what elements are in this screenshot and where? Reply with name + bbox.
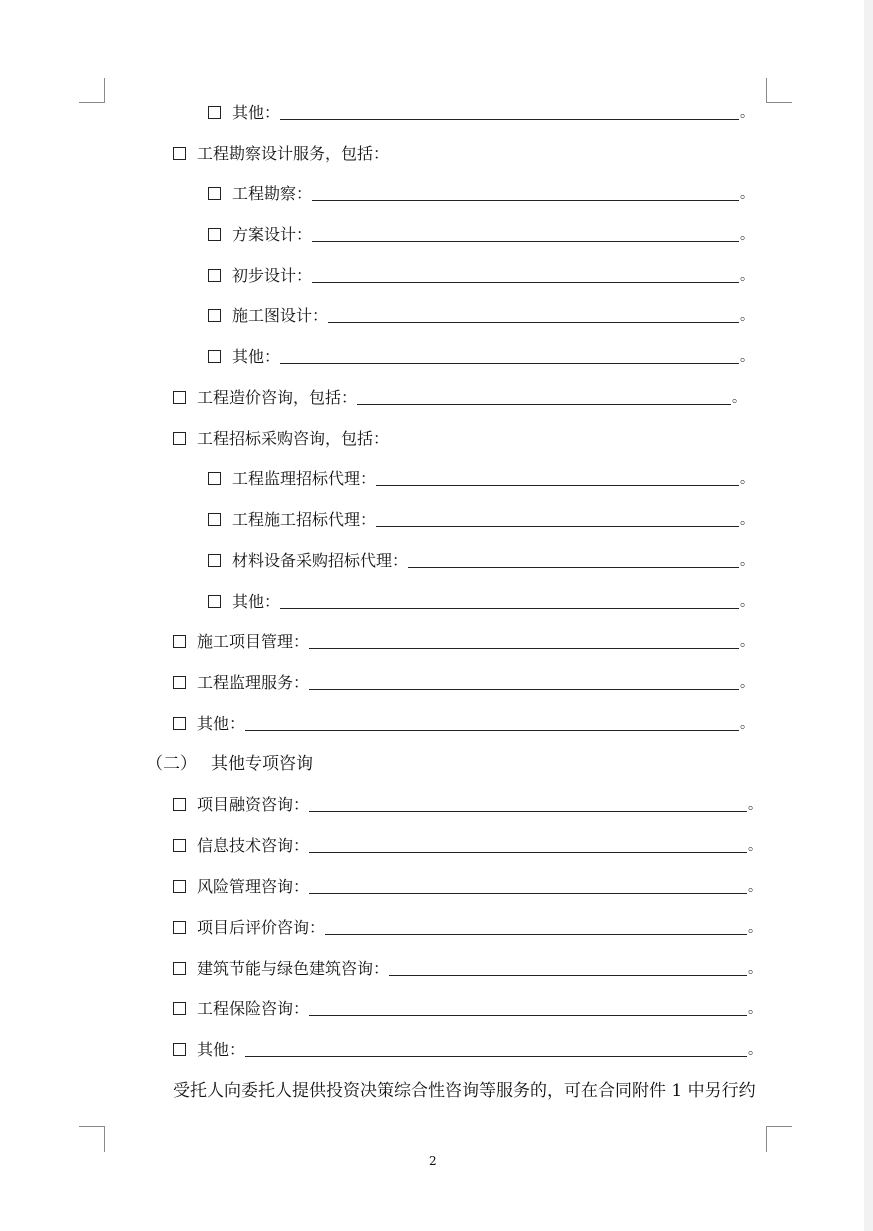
- item-label: 其他：: [232, 103, 281, 122]
- checkbox[interactable]: [208, 350, 221, 363]
- checkbox[interactable]: [173, 391, 186, 404]
- fill-in-blank[interactable]: [280, 362, 739, 364]
- item-label: 项目后评价咨询：: [197, 918, 326, 937]
- item-end-punctuation: 。: [748, 1042, 762, 1058]
- item-label: 建筑节能与绿色建筑咨询：: [197, 959, 390, 978]
- item-end-punctuation: 。: [740, 675, 754, 691]
- item-label: 其他：: [197, 1040, 246, 1059]
- item-end-punctuation: 。: [740, 349, 754, 365]
- checkbox[interactable]: [208, 269, 221, 282]
- item-label: 项目融资咨询：: [197, 795, 310, 814]
- fill-in-blank[interactable]: [309, 810, 747, 812]
- item-end-punctuation: 。: [740, 594, 754, 610]
- item-label: 施工项目管理：: [197, 632, 310, 651]
- checklist-item-risk-management: [173, 873, 762, 897]
- checklist-item-supervision-service: [173, 669, 754, 693]
- checkbox[interactable]: [173, 839, 186, 852]
- checklist-item-tender-procurement: [173, 425, 389, 449]
- item-end-punctuation: 。: [740, 105, 754, 121]
- crop-mark-top-right: [766, 78, 792, 103]
- checkbox[interactable]: [173, 717, 186, 730]
- item-label: 工程监理服务：: [197, 673, 310, 692]
- checklist-item-other-survey: [208, 343, 754, 367]
- item-label: 其他：: [197, 714, 246, 733]
- checklist-item-green-building: [173, 955, 762, 979]
- item-label: 材料设备采购招标代理：: [232, 551, 409, 570]
- item-label: 施工图设计：: [232, 306, 329, 325]
- fill-in-blank[interactable]: [357, 403, 731, 405]
- checklist-item-construction-tender-agency: [208, 506, 754, 530]
- item-end-punctuation: 。: [740, 308, 754, 324]
- item-end-punctuation: 。: [748, 879, 762, 895]
- item-end-punctuation: 。: [740, 512, 754, 528]
- item-end-punctuation: 。: [748, 961, 762, 977]
- fill-in-blank[interactable]: [309, 892, 747, 894]
- checkbox[interactable]: [208, 228, 221, 241]
- fill-in-blank[interactable]: [376, 484, 739, 486]
- checkbox[interactable]: [208, 472, 221, 485]
- item-end-punctuation: 。: [740, 553, 754, 569]
- fill-in-blank[interactable]: [376, 525, 739, 527]
- checklist-item-survey-design-service: [173, 140, 389, 164]
- fill-in-blank[interactable]: [312, 281, 739, 283]
- fill-in-blank[interactable]: [312, 240, 739, 242]
- checkbox[interactable]: [208, 554, 221, 567]
- fill-in-blank[interactable]: [312, 199, 739, 201]
- item-end-punctuation: 。: [748, 920, 762, 936]
- checkbox[interactable]: [173, 962, 186, 975]
- item-end-punctuation: 。: [740, 471, 754, 487]
- item-label: 工程保险咨询：: [197, 999, 310, 1018]
- checklist-item-insurance: [173, 995, 762, 1019]
- checkbox[interactable]: [173, 676, 186, 689]
- fill-in-blank[interactable]: [245, 1055, 747, 1057]
- checkbox[interactable]: [173, 1002, 186, 1015]
- item-label: 初步设计：: [232, 266, 313, 285]
- checklist-item-project-financing: [173, 791, 762, 815]
- item-label: 工程造价咨询，包括：: [197, 388, 358, 407]
- checklist-item-construction-project-management: [173, 628, 754, 652]
- item-end-punctuation: 。: [740, 268, 754, 284]
- item-end-punctuation: 。: [748, 1001, 762, 1017]
- fill-in-blank[interactable]: [280, 118, 739, 120]
- fill-in-blank[interactable]: [328, 321, 739, 323]
- checklist-item-other-tender: [208, 588, 754, 612]
- checkbox[interactable]: [173, 635, 186, 648]
- fill-in-blank[interactable]: [245, 729, 739, 731]
- section-heading: [146, 752, 313, 776]
- checklist-item-supervision-tender-agency: [208, 465, 754, 489]
- fill-in-blank[interactable]: [309, 647, 739, 649]
- checkbox[interactable]: [173, 798, 186, 811]
- page-edge: [864, 0, 873, 1231]
- crop-mark-bottom-right: [766, 1126, 792, 1152]
- crop-mark-bottom-left: [79, 1126, 105, 1152]
- checkbox[interactable]: [173, 921, 186, 934]
- item-end-punctuation: 。: [748, 838, 762, 854]
- item-label: 工程施工招标代理：: [232, 510, 377, 529]
- checkbox[interactable]: [173, 147, 186, 160]
- crop-mark-top-left: [79, 78, 105, 103]
- checkbox[interactable]: [173, 880, 186, 893]
- item-label: 工程勘察：: [232, 184, 313, 203]
- item-label: 信息技术咨询：: [197, 836, 310, 855]
- item-end-punctuation: 。: [740, 227, 754, 243]
- fill-in-blank[interactable]: [389, 974, 747, 976]
- closing-paragraph: 受托人向委托人提供投资决策综合性咨询等服务的，可在合同附件 1 中另行约: [173, 1081, 756, 1101]
- checklist-item-other-general: [173, 710, 754, 734]
- checkbox[interactable]: [208, 513, 221, 526]
- item-end-punctuation: 。: [732, 390, 746, 406]
- fill-in-blank[interactable]: [309, 688, 739, 690]
- item-end-punctuation: 。: [740, 634, 754, 650]
- checkbox[interactable]: [208, 187, 221, 200]
- item-end-punctuation: 。: [740, 186, 754, 202]
- fill-in-blank[interactable]: [408, 566, 739, 568]
- checklist-item-material-equipment-tender-agency: [208, 547, 754, 571]
- checklist-item-it-consulting: [173, 832, 762, 856]
- checklist-item-preliminary-design: [208, 262, 754, 286]
- item-label: 风险管理咨询：: [197, 877, 310, 896]
- item-label: 其他：: [232, 592, 281, 611]
- item-label: 工程招标采购咨询，包括：: [197, 429, 390, 448]
- section-number: （二）: [146, 754, 197, 774]
- checklist-item-post-evaluation: [173, 914, 762, 938]
- checklist-item-other-special: [173, 1036, 762, 1060]
- checkbox[interactable]: [208, 106, 221, 119]
- checkbox[interactable]: [173, 432, 186, 445]
- checklist-item-other-design: [208, 99, 754, 123]
- checklist-item-cost-consulting: [173, 384, 746, 408]
- fill-in-blank[interactable]: [309, 851, 747, 853]
- item-end-punctuation: 。: [740, 716, 754, 732]
- checklist-item-survey: [208, 180, 754, 204]
- checklist-item-scheme-design: [208, 221, 754, 245]
- checkbox[interactable]: [173, 1043, 186, 1056]
- item-label: 其他：: [232, 347, 281, 366]
- item-end-punctuation: 。: [748, 797, 762, 813]
- fill-in-blank[interactable]: [325, 933, 747, 935]
- checklist-item-construction-drawing-design: [208, 302, 754, 326]
- checkbox[interactable]: [208, 309, 221, 322]
- item-label: 方案设计：: [232, 225, 313, 244]
- section-title: 其他专项咨询: [211, 754, 313, 774]
- checkbox[interactable]: [208, 595, 221, 608]
- fill-in-blank[interactable]: [280, 607, 739, 609]
- page-number: 2: [429, 1154, 437, 1168]
- item-label: 工程勘察设计服务，包括：: [197, 144, 390, 163]
- fill-in-blank[interactable]: [309, 1014, 747, 1016]
- item-label: 工程监理招标代理：: [232, 469, 377, 488]
